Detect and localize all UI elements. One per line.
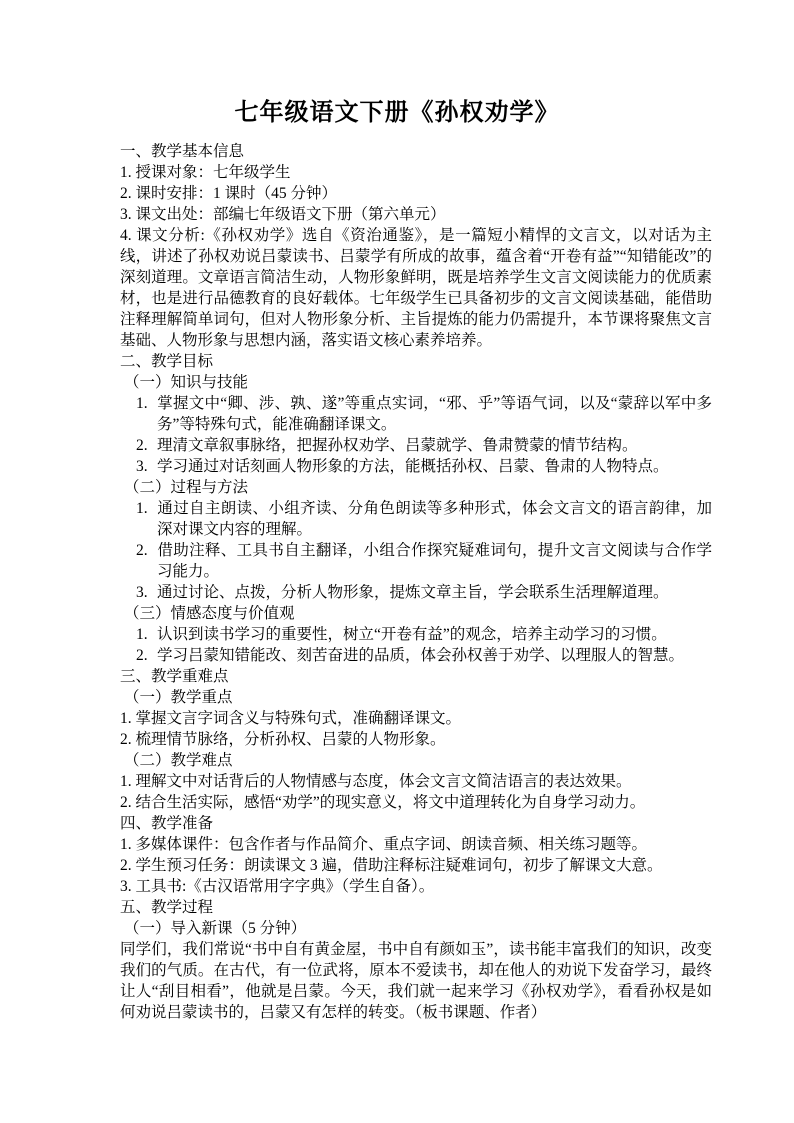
item-text: 通过讨论、点拨，分析人物形象，提炼文章主旨，学会联系生活理解道理。: [157, 584, 669, 601]
numbered-item: [120, 624, 712, 645]
numbered-item: [120, 645, 712, 666]
list-item: 1. 理解文中对话背后的人物情感与态度，体会文言文简洁语言的表达效果。: [120, 773, 632, 790]
item-number: 3.: [136, 584, 148, 601]
body-paragraph: 同学们，我们常说“书中自有黄金屋，书中自有颜如玉”，读书能丰富我们的知识，改变我们的气质。在古代，有一位武将，原本不爱读书，却在他人的劝说下发奋学习，最终让人“刮目相看”，他就是吕蒙。今天，我们就一起来学习《孙权劝学》，看看孙权是如何劝说吕蒙读书的，吕蒙又有怎样的转变。（板书课题、作者）: [120, 941, 712, 1021]
numbered-item: [120, 435, 712, 456]
numbered-item: [120, 393, 712, 435]
item-text: 通过自主朗读、小组齐读、分角色朗读等多种形式，体会文言文的语言韵律，加深对课文内容的理解。: [157, 500, 712, 538]
item-text: 理清文章叙事脉络，把握孙权劝学、吕蒙就学、鲁肃赞蒙的情节结构。: [157, 437, 638, 454]
subsection-heading: （一）知识与技能: [124, 374, 249, 391]
text-analysis-paragraph: 4. 课文分析:《孙权劝学》选自《资治通鉴》，是一篇短小精悍的文言文，以对话为主线，讲述了孙权劝说吕蒙读书、吕蒙学有所成的故事，蕴含着“开卷有益”“知错能改”的深刻道理。文章语言简洁生动，人物形象鲜明，既是培养学生文言文阅读能力的优质素材，也是进行品德教育的良好载体。七年级学生已具备初步的文言文阅读基础，能借助注释理解简单词句，但对人物形象分析、主旨提炼的能力仍需提升，本节课将聚焦文言基础、人物形象与思想内涵，落实语文核心素养培养。: [120, 227, 712, 349]
document-title: 七年级语文下册《孙权劝学》: [234, 100, 560, 126]
item-text: 认识到读书学习的重要性，树立“开卷有益”的观念，培养主动学习的习惯。: [157, 626, 667, 643]
item-number: 1.: [136, 626, 148, 643]
item-number: 3.: [136, 458, 148, 475]
list-item: 1. 授课对象：七年级学生: [120, 164, 291, 181]
numbered-item: [120, 498, 712, 540]
subsection-heading: （一）导入新课（5 分钟）: [124, 920, 307, 937]
subsection-heading: （二）教学难点: [124, 752, 233, 769]
item-number: 2.: [136, 542, 148, 559]
item-text: 掌握文中“卿、涉、孰、遂”等重点实词，“邪、乎”等语气词，以及“蒙辞以军中多务”等特殊句式，能准确翻译课文。: [157, 395, 712, 433]
list-item: 1. 掌握文言字词含义与特殊句式，准确翻译课文。: [120, 710, 462, 727]
section-heading-process: 五、教学过程: [120, 899, 214, 916]
item-text: 学习吕蒙知错能改、刻苦奋进的品质，体会孙权善于劝学、以理服人的智慧。: [157, 647, 685, 664]
list-item: 3. 工具书:《古汉语常用字字典》（学生自备）。: [120, 878, 435, 895]
subsection-heading: （三）情感态度与价值观: [124, 605, 295, 622]
numbered-item: [120, 582, 712, 603]
numbered-item: [120, 540, 712, 582]
subsection-heading: （二）过程与方法: [124, 479, 249, 496]
list-item: 2. 结合生活实际，感悟“劝学”的现实意义，将文中道理转化为自身学习动力。: [120, 794, 646, 811]
section-heading-key-points: 三、教学重难点: [120, 668, 229, 685]
item-text: 学习通过对话刻画人物形象的方法，能概括孙权、吕蒙、鲁肃的人物特点。: [157, 458, 669, 475]
section-heading-basic-info: 一、教学基本信息: [120, 143, 245, 160]
item-text: 借助注释、工具书自主翻译，小组合作探究疑难词句，提升文言文阅读与合作学习能力。: [157, 542, 712, 580]
section-heading-preparation: 四、教学准备: [120, 815, 214, 832]
item-number: 2.: [136, 437, 148, 454]
subsection-heading: （一）教学重点: [124, 689, 233, 706]
item-number: 1.: [136, 395, 148, 412]
list-item: 3. 课文出处：部编七年级语文下册（第六单元）: [120, 206, 446, 223]
numbered-item: [120, 456, 712, 477]
list-item: 2. 学生预习任务：朗读课文 3 遍，借助注释标注疑难词句，初步了解课文大意。: [120, 857, 663, 874]
section-heading-objectives: 二、教学目标: [120, 353, 214, 370]
list-item: 1. 多媒体课件：包含作者与作品简介、重点字词、朗读音频、相关练习题等。: [120, 836, 648, 853]
item-number: 2.: [136, 647, 148, 664]
item-number: 1.: [136, 500, 148, 517]
list-item: 2. 课时安排：1 课时（45 分钟）: [120, 185, 338, 202]
list-item: 2. 梳理情节脉络，分析孙权、吕蒙的人物形象。: [120, 731, 446, 748]
